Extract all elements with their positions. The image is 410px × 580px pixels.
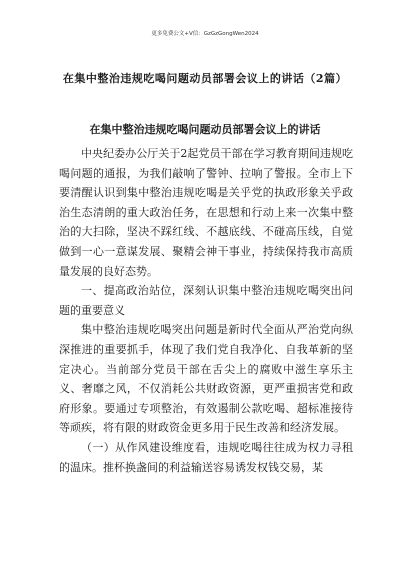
paragraph-subpoint-one: （一）从作风建设维度看，违规吃喝往往成为权力寻租的温床。推杯换盏间的利益输送容易诱发权钱交易，某 xyxy=(59,440,353,474)
header-note: 更多免费公文+V信：GzGzGongWen2024 xyxy=(151,31,259,37)
heading-one: 一、提高政治站位，深刻认识集中整治违规吃喝突出问题的重要意义 xyxy=(59,284,353,317)
document-body xyxy=(59,144,353,477)
paragraph-significance: 集中整治违规吃喝突出问题是新时代全面从严治党向纵深推进的重要抓手，体现了我们党自我净化、自我革新的坚定决心。当前部分党员干部在舌尖上的腐败中滋生享乐主义、奢靡之风，不仅消耗公共财政资源，更严重损害党和政府形象。要通过专项整治，有效遏制公款吃喝、超标准接待等顽疾，将有限的财政资金更多用于民生改善和经济发展。 xyxy=(59,323,353,435)
section-title: 在集中整治违规吃喝问题动员部署会议上的讲话 xyxy=(89,123,321,136)
paragraph-intro: 中央纪委办公厅关于2起党员干部在学习教育期间违规吃喝问题的通报，为我们敲响了警钟、拉响了警报。全市上下要清醒认识到集中整治违规吃喝是关乎党的执政形象关乎政治生态清朗的重大政治任务，在思想和行动上来一次集中整治的大扫除，坚决不踩红线、不越底线、不碰高压线，自觉做到一心一意谋发展、聚精会神干事业，持续保持我市高质量发展的良好态势。 xyxy=(59,147,353,278)
document-title: 在集中整治违规吃喝问题动员部署会议上的讲话（2篇） xyxy=(62,72,348,85)
